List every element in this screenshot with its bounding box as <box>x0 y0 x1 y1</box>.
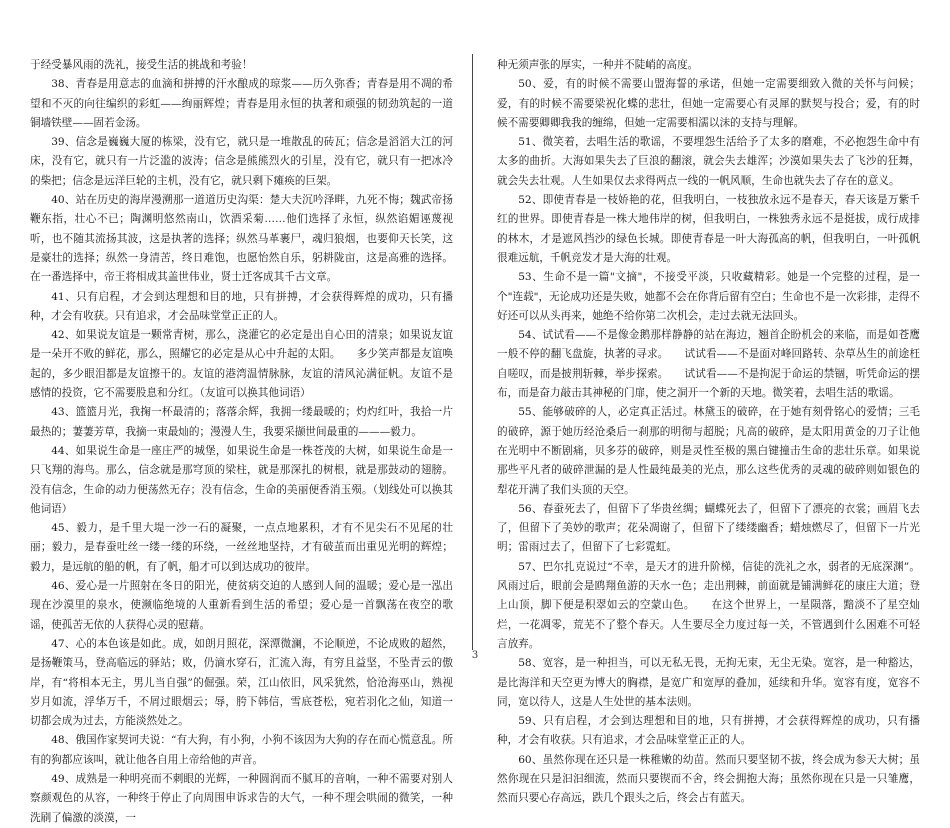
paragraph: 54、试试看——不是像金鹅那样静静的站在海边，翘首企盼机会的来临，而是如苍鹰一般不停的翻飞盘旋，执著的寻求。 试试看——不是面对峰回路转、杂草丛生的前途枉自嗟叹，而是披荆斩棘，举步探索。 试试看——不是拘泥于命运的禁锢，听凭命运的摆布，而是奋力敲击其神秘的门扉，使之洞开一个新的天地。微笑着，去唱生活的歌谣。 <box>497 329 920 400</box>
paragraph: 39、信念是巍巍大厦的栋梁，没有它，就只是一堆散乱的砖瓦；信念是滔滔大江的河床，没有它，就只有一片泛滥的波涛；信念是熊熊烈火的引星，没有它，就只有一把冰冷的柴把；信念是远洋巨轮的主机，没有它，就只剩下瘫痪的巨架。 <box>30 136 453 187</box>
right-column <box>497 56 920 809</box>
column-divider <box>472 54 473 650</box>
paragraph: 51、微笑着，去唱生活的歌谣，不要埋怨生活给予了太多的磨难，不必抱怨生命中有太多的曲折。大海如果失去了巨浪的翻滚，就会失去雄浑；沙漠如果失去了飞沙的狂舞，就会失去壮观。人生如果仅去求得两点一线的一帆风顺，生命也就失去了存在的意义。 <box>497 136 920 187</box>
paragraph: 49、成熟是一种明亮而不刺眼的光辉，一种圆润而不腻耳的音响，一种不需要对别人察颜观色的从容，一种终于停止了向周围申诉求告的大气，一种不理会哄闹的微笑，一种洗刷了偏激的淡漠，一 <box>30 772 453 824</box>
paragraph: 种无须声张的厚实，一种并不陡峭的高度。 <box>497 59 699 71</box>
page-number: 3 <box>471 650 479 661</box>
paragraph: 53、生命不是一篇"文摘"，不接受平淡，只收藏精彩。她是一个完整的过程，是一个"连载"，无论成功还是失败，她都不会在你背后留有空白；生命也不是一次彩排，走得不好还可以从头再来，她绝不给你第二次机会，走过去就无法回头。 <box>497 271 920 322</box>
paragraph: 44、如果说生命是一座庄严的城堡，如果说生命是一株苍茂的大树，如果说生命是一只飞翔的海鸟。那么，信念就是那穹顶的梁柱，就是那深扎的树根，就是那鼓动的翅膀。没有信念，生命的动力便荡然无存；没有信念，生命的美丽便香消玉殒。（划线处可以换其他词语） <box>30 444 453 515</box>
paragraph: 50、爱，有的时候不需要山盟海誓的承诺，但她一定需要细致入微的关怀与问候；爱，有的时候不需要梁祝化蝶的悲壮，但她一定需要心有灵犀的默契与投合；爱，有的时候不需要卿卿我我的缠绵，但她一定需要相濡以沫的支持与理解。 <box>497 78 920 129</box>
paragraph: 59、只有启程，才会到达理想和目的地，只有拼搏，才会获得辉煌的成功，只有播种，才会有收获。只有追求，才会品味堂堂正正的人。 <box>497 715 920 747</box>
paragraph: 55、能够破碎的人，必定真正活过。林黛玉的破碎，在于她有刻骨铭心的爱情；三毛的破碎，源于她历经沧桑后一刹那的明彻与超脱；凡高的破碎，是太阳用黄金的刀子让他在光明中不断剧痛，贝多芬的破碎，则是灵性至极的黑白键撞击生命的悲壮乐章。如果说那些平凡者的破碎泄漏的是人性最纯最美的光点，那么这些优秀的灵魂的破碎则如银色的犁花开满了我们头顶的天空。 <box>497 406 920 496</box>
paragraph: 60、虽然你现在还只是一株稚嫩的幼苗。然而只要坚韧不拔，终会成为参天大树；虽然你现在只是汩汩细流，然而只要锲而不舍，终会拥抱大海；虽然你现在只是一只雏鹰，然而只要心存高远，跌几个跟头之后，终会占有蓝天。 <box>497 753 920 805</box>
paragraph: 56、春蚕死去了，但留下了华贵丝绸；蝴蝶死去了，但留下了漂亮的衣裳；画眉飞去了，但留下了美妙的歌声；花朵凋谢了，但留下了缕缕幽香；蜡烛燃尽了，但留下一片光明；雷雨过去了，但留下了七彩霓虹。 <box>497 502 920 554</box>
paragraph: 45、毅力，是千里大堤一沙一石的凝聚，一点点地累积，才有不见尖石不见尾的壮丽；毅力，是春蚕吐丝一缕一缕的环绕，一丝丝地坚持，才有破茧而出重见光明的辉煌；毅力，是远航的船的帆，有了帆，船才可以到达成功的彼岸。 <box>30 522 453 573</box>
paragraph: 47、心的本色该是如此。成，如朗月照花，深潭微澜，不论顺逆，不论成败的超然，是扬鞭策马，登高临远的驿站；败，仍滴水穿石，汇流入海，有穷且益坚，不坠青云的傲岸，有“将相本无主，男儿当自强”的倔强。荣，江山依旧，风采犹然，恰沧海巫山，熟视岁月如流，浮华万千，不屑过眼烟云；辱，胯下韩信，雪底苍松，宛若羽化之仙，知道一切都会成为过去，方能淡然处之。 <box>30 637 453 728</box>
paragraph: 58、宽容，是一种担当，可以无私无畏，无拘无束，无尘无染。宽容，是一种豁达，是比海洋和天空更为博大的胸襟，是宽广和宽厚的叠加，延续和升华。宽容有度，宽容不同，宽以待人，这是人生处世的基本法则。 <box>497 657 920 708</box>
paragraph: 38、青春是用意志的血滴和拼搏的汗水酿成的琼浆——历久弥香；青春是用不凋的希望和不灭的向往编织的彩虹——绚丽辉煌；青春是用永恒的执著和顽强的韧劲筑起的一道铜墙铁壁——固若金汤。 <box>30 78 453 129</box>
paragraph: 48、俄国作家契诃夫说：“有大狗，有小狗，小狗不该因为大狗的存在而心慌意乱。所有的狗都应该叫，就让他各自用上帝给他的声音。 <box>30 734 453 766</box>
left-column <box>30 56 453 828</box>
paragraph: 52、即使青春是一枝娇艳的花，但我明白，一枝独放永远不是春天，春天该是万紫千红的世界。即使青春是一株大地伟岸的树，但我明白，一株独秀永远不是挺拔，成行成排的林木，才是遮风挡沙的绿色长城。即使青春是一叶大海孤高的帆，但我明白，一叶孤帆很难远航，千帆竞发才是大海的壮观。 <box>497 194 920 264</box>
paragraph: 43、篮篮月光，我掬一杯最清的；落落余辉，我拥一缕最暖的；灼灼红叶，我拾一片最热的；萋萋芳草，我摘一束最灿的；漫漫人生，我要采撷世间最重的———毅力。 <box>30 406 453 438</box>
paragraph: 57、巴尔扎克说过“不幸，是天才的进升阶梯，信徒的洗礼之水，弱者的无底深渊”。风雨过后，眼前会是鸥翔鱼游的天水一色；走出荆棘，前面就是铺满鲜花的康庄大道；登上山顶，脚下便是积翠如云的空蒙山色。 在这个世界上，一星陨落，黯淡不了星空灿烂，一花凋零，荒芜不了整个春天。人生要尽全力度过每一关，不管遇到什么困难不可轻言放弃。 <box>497 560 920 650</box>
paragraph: 40、站在历史的海岸漫溯那一道道历史沟渠：楚大夫沉吟泽畔，九死不悔；魏武帝扬鞭东指，壮心不已；陶渊明悠然南山，饮酒采菊……他们选择了永恒，纵然谄媚诬蔑视听，也不随其流扬其波，这是执著的选择；纵然马革裹尸，魂归狼烟，也要仰天长笑，这是豪壮的选择；纵然一身清苦，终日难饱，也愿怡然自乐，躬耕陇亩，这是高雅的选择。在一番选择中，帝王将相成其盖世伟业，贤士迁客成其千古文章。 <box>30 194 453 284</box>
paragraph: 46、爱心是一片照射在冬日的阳光，使贫病交迫的人感到人间的温暖；爱心是一泓出现在沙漠里的泉水，使濒临绝境的人重新看到生活的希望；爱心是一首飘荡在夜空的歌谣，使孤苦无依的人获得心灵的慰藉。 <box>30 580 453 631</box>
paragraph: 于经受暴风雨的洗礼，接受生活的挑战和考验！ <box>30 59 253 71</box>
paragraph: 42、如果说友谊是一颗常青树，那么，浇灌它的必定是出自心田的清泉；如果说友谊是一朵开不败的鲜花，那么，照耀它的必定是从心中升起的太阳。 多少笑声都是友谊唤起的，多少眼泪都是友谊擦干的。友谊的港湾温情脉脉，友谊的清风沁满征帆。友谊不是感情的投资，它不需要股息和分红。（友谊可以换其他词语） <box>30 329 453 400</box>
paragraph: 41、只有启程，才会到达理想和目的地，只有拼搏，才会获得辉煌的成功，只有播种，才会有收获。只有追求，才会品味堂堂正正的人。 <box>30 290 453 322</box>
